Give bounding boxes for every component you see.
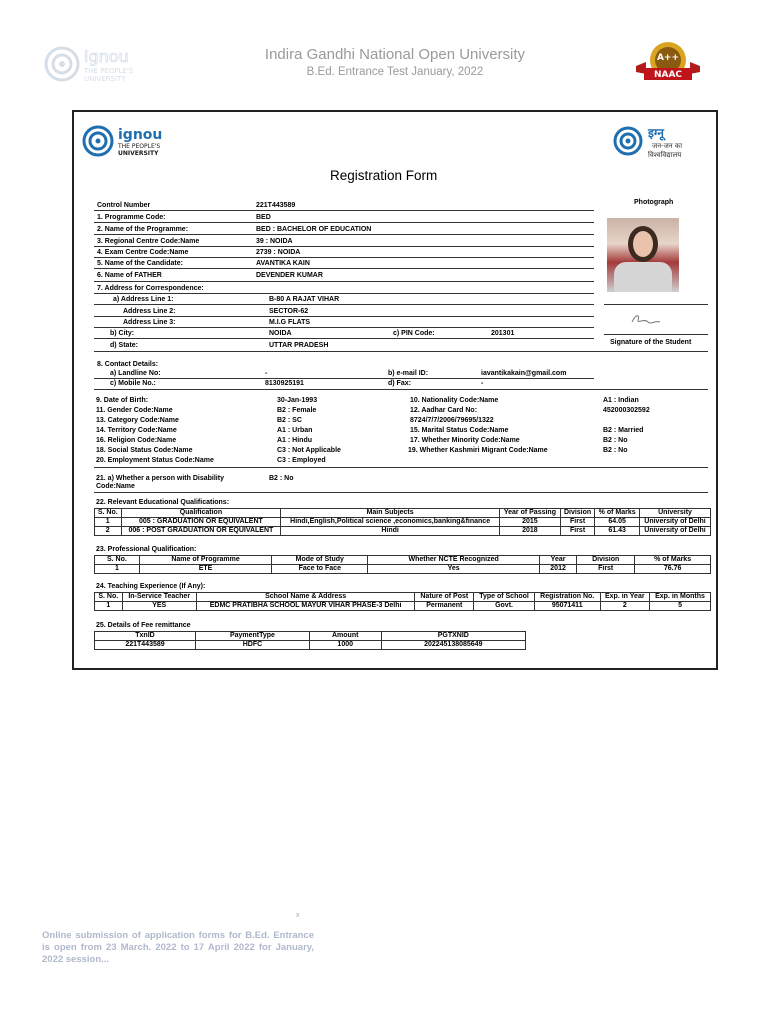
divider — [94, 389, 708, 390]
table-header: % of Marks — [595, 509, 640, 518]
landline-label: a) Landline No: — [110, 370, 161, 377]
table-cell: 1 — [95, 565, 140, 574]
close-mark-icon: x — [296, 912, 300, 919]
table-row — [95, 565, 711, 574]
table-cell: University of Delhi — [640, 527, 711, 536]
contact-section-label: 8. Contact Details: — [97, 361, 159, 368]
table-row — [95, 518, 711, 527]
ignou-logo — [82, 124, 186, 158]
social-status-label: 18. Social Status Code:Name — [96, 447, 193, 454]
email-value: iavantikakain@gmail.com — [481, 370, 567, 377]
minority-value: B2 : No — [603, 437, 628, 444]
table-header: PaymentType — [195, 632, 309, 641]
table-cell: First — [577, 565, 635, 574]
exam-centre-label: 4. Exam Centre Code:Name — [97, 249, 189, 256]
table-cell: ETE — [139, 565, 272, 574]
disability-value: B2 : No — [269, 475, 294, 482]
programme-name-label: 2. Name of the Programme: — [97, 226, 189, 233]
table-header: PGTXNID — [381, 632, 525, 641]
divider — [94, 327, 594, 328]
table-cell: Yes — [368, 565, 540, 574]
footer-note: Online submission of application forms for B.Ed. Entrance is open from 23 March. 2022 to 17 April 2022 for January, 2022 session... — [42, 930, 314, 965]
table-header: Type of School — [474, 593, 535, 602]
divider — [94, 293, 594, 294]
kashmiri-label: 19. Whether Kashmiri Migrant Code:Name — [408, 447, 548, 454]
candidate-name-label: 5. Name of the Candidate: — [97, 260, 183, 267]
aadhar-value: 452000302592 — [603, 407, 650, 414]
table-cell: 64.05 — [595, 518, 640, 527]
ignou-logo-text: ignou — [118, 127, 163, 143]
divider — [94, 281, 594, 282]
ignou-logo-tag1: THE PEOPLE'S — [118, 143, 161, 150]
father-name-value: DEVENDER KUMAR — [256, 272, 323, 279]
photograph-label: Photograph — [634, 199, 674, 206]
religion-value: A1 : Hindu — [277, 437, 312, 444]
ignou-hindi-logo — [612, 124, 708, 160]
table-header: University — [640, 509, 711, 518]
fee-table — [94, 631, 526, 650]
divider — [94, 316, 594, 317]
territory-value: A1 : Urban — [277, 427, 313, 434]
ignou-logo-tag2: UNIVERSITY — [118, 150, 159, 157]
table-header: In-Service Teacher — [122, 593, 196, 602]
table-cell: 61.43 — [595, 527, 640, 536]
table-header: Registration No. — [534, 593, 600, 602]
table-cell: HDFC — [195, 641, 309, 650]
professional-section-label: 23. Professional Qualification: — [96, 546, 197, 553]
territory-label: 14. Territory Code:Name — [96, 427, 177, 434]
exam-centre-value: 2739 : NOIDA — [256, 249, 301, 256]
hindi-logo-text: इग्नू — [648, 126, 664, 140]
divider — [94, 257, 594, 258]
divider — [94, 222, 594, 223]
address-section-label: 7. Address for Correspondence: — [97, 285, 204, 292]
table-header: S. No. — [95, 593, 123, 602]
nationality-value: A1 : Indian — [603, 397, 639, 404]
table-header: Year — [540, 556, 577, 565]
table-cell: 2012 — [540, 565, 577, 574]
address-line1-label: a) Address Line 1: — [113, 296, 174, 303]
table-cell: 006 : POST GRADUATION OR EQUIVALENT — [121, 527, 281, 536]
table-header-row — [95, 632, 526, 641]
divider — [94, 210, 594, 211]
table-row — [95, 641, 526, 650]
university-title: Indira Gandhi National Open University — [264, 46, 526, 63]
table-header: Amount — [309, 632, 381, 641]
address-line3-label: Address Line 3: — [123, 319, 176, 326]
divider — [94, 492, 708, 493]
disability-label-2: Code:Name — [96, 483, 135, 490]
fax-label: d) Fax: — [388, 380, 411, 387]
divider — [94, 304, 594, 305]
table-cell: 76.76 — [635, 565, 711, 574]
table-cell: Face to Face — [272, 565, 368, 574]
watermark-logo-tag2: UNIVERSITY — [84, 75, 126, 83]
landline-value: - — [265, 370, 268, 377]
city-label: b) City: — [110, 330, 135, 337]
fax-value: - — [481, 380, 484, 387]
table-header: Qualification — [121, 509, 281, 518]
divider — [94, 268, 594, 269]
table-header: Exp. in Months — [650, 593, 711, 602]
control-number-label: Control Number — [97, 202, 151, 209]
table-cell: 2 — [600, 602, 650, 611]
table-cell: 2015 — [499, 518, 560, 527]
table-header-row — [95, 593, 711, 602]
naac-label: NAAC — [653, 70, 683, 80]
employment-label: 20. Employment Status Code:Name — [96, 457, 214, 464]
divider — [94, 234, 594, 235]
address-line2-value: SECTOR-62 — [269, 308, 309, 315]
table-header: Main Subjects — [281, 509, 500, 518]
table-cell: 2 — [95, 527, 122, 536]
regional-centre-value: 39 : NOIDA — [256, 238, 293, 245]
table-cell: 1000 — [309, 641, 381, 650]
table-cell: 221T443589 — [95, 641, 196, 650]
table-cell: 5 — [650, 602, 711, 611]
table-cell: 1 — [95, 602, 123, 611]
nationality-label: 10. Nationality Code:Name — [410, 397, 499, 404]
employment-value: C3 : Employed — [277, 457, 326, 464]
divider — [94, 378, 594, 379]
teaching-table — [94, 592, 711, 611]
address-line2-label: Address Line 2: — [123, 308, 176, 315]
table-header-row — [95, 509, 711, 518]
naac-grade: A++ — [656, 53, 680, 63]
dob-label: 9. Date of Birth: — [96, 397, 149, 404]
table-header: Year of Passing — [499, 509, 560, 518]
control-number-value: 221T443589 — [256, 202, 296, 209]
table-header: School Name & Address — [196, 593, 415, 602]
table-header: Division — [560, 509, 594, 518]
state-label: d) State: — [110, 342, 138, 349]
table-header: Name of Programme — [139, 556, 272, 565]
table-cell: 202245138085649 — [381, 641, 525, 650]
father-name-label: 6. Name of FATHER — [97, 272, 162, 279]
pin-code-label: c) PIN Code: — [393, 330, 435, 337]
table-header: Exp. in Year — [600, 593, 650, 602]
table-cell: Hindi — [281, 527, 500, 536]
hindi-logo-tag1: जन-जन का — [652, 142, 683, 150]
signature-label: Signature of the Student — [610, 339, 692, 346]
table-cell: YES — [122, 602, 196, 611]
professional-table — [94, 555, 711, 574]
programme-code-value: BED — [256, 214, 271, 221]
table-cell: 1 — [95, 518, 122, 527]
email-label: b) e-mail ID: — [388, 370, 429, 377]
table-header: S. No. — [95, 556, 140, 565]
teaching-section-label: 24. Teaching Experience (If Any): — [96, 583, 206, 590]
programme-code-label: 1. Programme Code: — [97, 214, 166, 221]
candidate-name-value: AVANTIKA KAIN — [256, 260, 310, 267]
table-header: S. No. — [95, 509, 122, 518]
dob-value: 30-Jan-1993 — [277, 397, 318, 404]
candidate-photo-body — [614, 262, 672, 292]
table-header: Division — [577, 556, 635, 565]
social-status-value: C3 : Not Applicable — [277, 447, 341, 454]
mobile-value: 8130925191 — [265, 380, 304, 387]
city-value: NOIDA — [269, 330, 292, 337]
state-value: UTTAR PRADESH — [269, 342, 329, 349]
signature-image — [628, 310, 664, 328]
gender-label: 11. Gender Code:Name — [96, 407, 173, 414]
address-line1-value: B-80 A RAJAT VIHAR — [269, 296, 340, 303]
address-line3-value: M.I.G FLATS — [269, 319, 311, 326]
regional-centre-label: 3. Regional Centre Code:Name — [97, 238, 200, 245]
table-cell: Permanent — [415, 602, 474, 611]
education-table — [94, 508, 711, 536]
divider — [94, 338, 594, 339]
table-header: Mode of Study — [272, 556, 368, 565]
table-header: Nature of Post — [415, 593, 474, 602]
exam-subtitle: B.Ed. Entrance Test January, 2022 — [306, 66, 484, 78]
marital-value: B2 : Married — [603, 427, 644, 434]
photo-divider — [604, 304, 708, 305]
gender-value: B2 : Female — [277, 407, 317, 414]
divider — [94, 467, 708, 468]
table-header: TxnID — [95, 632, 196, 641]
signature-line — [604, 334, 708, 335]
table-header-row — [95, 556, 711, 565]
table-cell: First — [560, 527, 594, 536]
table-cell: University of Delhi — [640, 518, 711, 527]
divider — [94, 246, 594, 247]
watermark-logo-tag1: THE PEOPLE'S — [84, 67, 134, 75]
kashmiri-value: B2 : No — [603, 447, 628, 454]
hindi-logo-tag2: विश्वविद्यालय — [648, 151, 682, 159]
disability-label: 21. a) Whether a person with Disability — [96, 475, 224, 482]
table-header: % of Marks — [635, 556, 711, 565]
category-label: 13. Category Code:Name — [96, 417, 179, 424]
marital-label: 15. Marital Status Code:Name — [410, 427, 509, 434]
category-certificate: 8724/7/7/2006/79695/1322 — [410, 417, 494, 424]
form-title: Registration Form — [330, 168, 438, 183]
table-cell: 2018 — [499, 527, 560, 536]
table-cell: Hindi,English,Political science ,economics,banking&finance — [281, 518, 500, 527]
table-row — [95, 527, 711, 536]
aadhar-label: 12. Aadhar Card No: — [410, 407, 478, 414]
religion-label: 16. Religion Code:Name — [96, 437, 177, 444]
table-cell: 005 : GRADUATION OR EQUIVALENT — [121, 518, 281, 527]
divider — [94, 351, 708, 352]
naac-badge-icon — [632, 40, 704, 88]
mobile-label: c) Mobile No.: — [110, 380, 156, 387]
table-cell: First — [560, 518, 594, 527]
candidate-photo-face — [628, 226, 658, 262]
ignou-watermark-logo — [44, 44, 154, 86]
fee-section-label: 25. Details of Fee remittance — [96, 622, 191, 629]
table-cell: 95071411 — [534, 602, 600, 611]
table-cell: Govt. — [474, 602, 535, 611]
table-cell: EDMC PRATIBHA SCHOOL MAYUR VIHAR PHASE-3 Delhi — [196, 602, 415, 611]
programme-name-value: BED : BACHELOR OF EDUCATION — [256, 226, 372, 233]
pin-code-value: 201301 — [491, 330, 515, 337]
table-row — [95, 602, 711, 611]
table-header: Whether NCTE Recognized — [368, 556, 540, 565]
watermark-logo-text: ignou — [84, 47, 129, 66]
category-value: B2 : SC — [277, 417, 302, 424]
minority-label: 17. Whether Minority Code:Name — [410, 437, 520, 444]
education-section-label: 22. Relevant Educational Qualifications: — [96, 499, 230, 506]
